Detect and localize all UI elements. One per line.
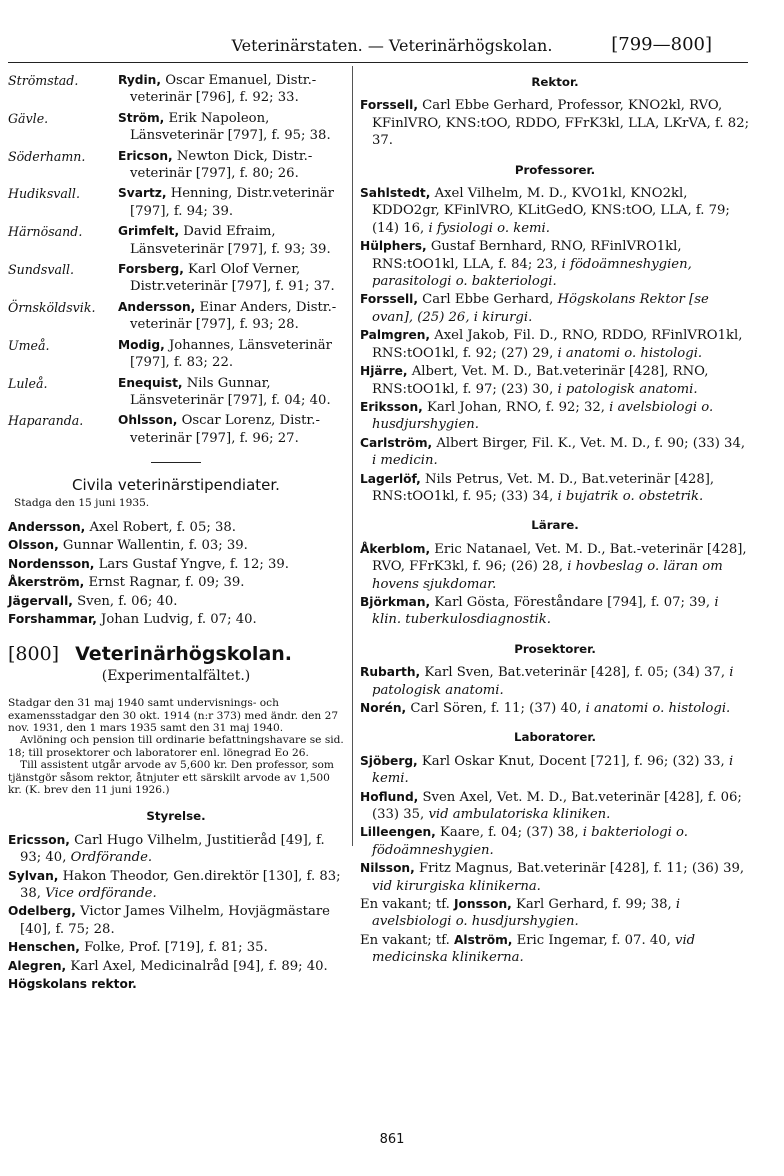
person-role: i kemi.	[372, 753, 734, 787]
person-name: Jonsson,	[454, 897, 512, 912]
person-name: Rubarth,	[360, 665, 421, 680]
person-name: Lilleengen,	[360, 825, 436, 840]
person-details: Johan Ludvig, f. 07; 40.	[96, 611, 257, 627]
town-place: Umeå.	[8, 337, 50, 353]
laboratorer-heading: Laboratorer.	[514, 730, 596, 745]
person-entry	[360, 185, 750, 237]
person-name: Ström,	[118, 110, 165, 125]
prosektorer-heading: Prosektorer.	[514, 641, 596, 656]
person-entry	[360, 860, 750, 895]
person-role: i klin. tuberkulosdiagnostik.	[372, 594, 719, 628]
person-details: Victor James Vilhelm, Hovjägmästare [40], f. 75; 28.	[20, 904, 330, 937]
person-role: i anatomi o. histologi.	[557, 345, 703, 361]
styrelse-heading: Styrelse.	[146, 809, 206, 824]
person-name: Ohlsson,	[118, 413, 178, 428]
separator	[151, 462, 201, 463]
person-details: Kaare, f. 04; (37) 38,	[435, 825, 583, 841]
person-details: Nils Gunnar, Länsveterinär [797], f. 04; 40.	[130, 375, 331, 408]
person-name: Lagerlöf,	[360, 471, 421, 486]
person-details: Gustaf Bernhard, RNO, RFinlVRO1kl, RNS:tOO1kl, LLA, f. 84; 23,	[372, 239, 682, 272]
person-name: Enequist,	[118, 375, 183, 390]
person-role: i bujatrik o. obstetrik.	[557, 488, 704, 504]
person-details: Axel Vilhelm, M. D., KVO1kl, KNO2kl, KDDO2gr, KFinlVRO, KLitGedO, KNS:tOO, LLA, f. 79; (14) 16,	[372, 186, 730, 236]
town-place: Gävle.	[8, 110, 49, 126]
person-name: Alegren,	[8, 958, 67, 973]
person-role: Högskolans Rektor [se ovan], (25) 26, i kirurgi.	[372, 292, 709, 325]
person-entry	[360, 471, 750, 506]
person-entry	[360, 97, 750, 149]
town-row	[8, 223, 344, 259]
town-row	[8, 299, 344, 335]
section-number: [800]	[8, 643, 60, 666]
town-entry	[118, 185, 344, 220]
person-details: Newton Dick, Distr.-veterinär [797], f. 80; 26.	[130, 148, 313, 182]
person-entry	[8, 574, 344, 591]
person-entry	[360, 700, 750, 717]
stadgar-text: Stadgar den 31 maj 1940 samt undervisnings- och examensstadgar den 30 okt. 1914 (n:r 373) med ändr. den 27 nov. 1931, den 1 mars 1935 samt den 31 maj 1940.	[8, 697, 339, 734]
person-entry	[8, 868, 344, 903]
town-entry	[118, 412, 344, 447]
town-row	[8, 261, 344, 297]
person-details: Fritz Magnus, Bat.veterinär [428], f. 11; (36) 39,	[414, 861, 745, 877]
person-name: Eriksson,	[360, 399, 423, 414]
person-entry	[360, 399, 750, 434]
person-name: Nordensson,	[8, 556, 95, 571]
person-details: Erik Napoleon, Länsveterinär [797], f. 95; 38.	[130, 110, 331, 144]
town-place: Hudiksvall.	[8, 186, 80, 202]
person-details: Carl Hugo Vilhelm, Justitieråd [49], f. 93; 40,	[20, 832, 325, 866]
person-details: Oscar Lorenz, Distr.-veterinär [797], f. 96; 27.	[130, 413, 320, 446]
person-details: Hakon Theodor, Gen.direktör [130], f. 83; 38,	[20, 868, 341, 902]
rektor-line: Högskolans rektor.	[8, 977, 137, 992]
person-name: Åkerblom,	[360, 541, 431, 556]
prosektorer-list	[360, 664, 750, 717]
person-name: Hülphers,	[360, 239, 427, 254]
person-name: Odelberg,	[8, 904, 76, 919]
person-name: Björkman,	[360, 594, 431, 609]
person-details: Karl Axel, Medicinalråd [94], f. 89; 40.	[66, 958, 328, 974]
person-entry	[360, 327, 750, 362]
town-entry	[118, 110, 344, 145]
person-name: Forshammar,	[8, 611, 97, 626]
town-place: Örnsköldsvik.	[8, 299, 96, 315]
person-name: Sjöberg,	[360, 753, 418, 768]
entry-prefix: En vakant; tf.	[360, 897, 454, 913]
person-entry	[8, 537, 344, 554]
person-entry	[360, 594, 750, 629]
person-details: Sven Axel, Vet. M. D., Bat.veterinär [428], f. 06; (33) 35,	[372, 789, 742, 823]
person-name: Rydin,	[118, 73, 161, 87]
person-name: Forsberg,	[118, 262, 184, 277]
person-details: Carl Ebbe Gerhard,	[417, 292, 558, 308]
person-entry	[360, 435, 750, 470]
person-details: Karl Olof Verner, Distr.veterinär [797], f. 91; 37.	[130, 262, 335, 295]
town-list	[8, 72, 344, 448]
person-role: i avelsbiologi o. husdjurshygien.	[372, 399, 714, 433]
person-role: i födoämneshygien, parasitologi o. bakteriologi.	[372, 256, 692, 290]
town-row	[8, 412, 344, 448]
town-entry	[118, 337, 344, 372]
person-details: Sven, f. 06; 40.	[72, 593, 178, 609]
larare-list	[360, 541, 750, 629]
person-name: Norén,	[360, 701, 407, 715]
stipendiater-list	[8, 519, 344, 628]
person-name: Grimfelt,	[118, 224, 180, 239]
person-name: Hjärre,	[360, 364, 408, 379]
person-name: Hoflund,	[360, 789, 419, 804]
person-details: Albert Birger, Fil. K., Vet. M. D., f. 90; (33) 34,	[432, 435, 746, 451]
person-details: Karl Johan, RNO, f. 92; 32,	[422, 399, 610, 415]
person-name: Modig,	[118, 337, 165, 352]
person-name: Nilsson,	[360, 861, 415, 876]
person-details: Folke, Prof. [719], f. 81; 35.	[79, 940, 268, 956]
person-role: i patologisk anatomi.	[372, 665, 734, 698]
person-entry	[8, 593, 344, 610]
town-place: Härnösand.	[8, 224, 83, 240]
person-name: Sylvan,	[8, 868, 59, 883]
rektor-list	[360, 97, 750, 149]
person-name: Andersson,	[118, 299, 196, 314]
person-entry	[8, 611, 344, 628]
person-entry	[8, 519, 344, 536]
person-name: Carlström,	[360, 435, 433, 450]
right-column	[360, 72, 750, 968]
person-entry	[8, 903, 344, 938]
person-role: i fysiologi o. kemi.	[428, 220, 550, 236]
town-place: Sundsvall.	[8, 262, 75, 278]
person-name: Jägervall,	[8, 593, 73, 608]
page-range: [799—800]	[611, 34, 712, 55]
person-details: Karl Oskar Knut, Docent [721], f. 96; (32) 33,	[417, 753, 729, 769]
styrelse-list	[8, 832, 344, 975]
assistent-text: Till assistent utgår arvode av 5,600 kr. Den professor, som tjänstgör såsom rektor, åtnjuter ett särskilt arvode av 1,500 kr. (K. brev den 11 juni 1926.)	[8, 759, 334, 797]
person-details: Axel Robert, f. 05; 38.	[85, 519, 236, 535]
person-entry	[360, 664, 750, 699]
person-entry	[360, 789, 750, 824]
person-role: i bakteriologi o. födoämneshygien.	[372, 825, 688, 858]
person-details: Gunnar Wallentin, f. 03; 39.	[58, 538, 248, 554]
person-role: Ordförande.	[70, 850, 153, 866]
professorer-list	[360, 185, 750, 505]
person-entry	[8, 832, 344, 867]
entry-prefix: En vakant; tf.	[360, 932, 454, 948]
person-role: Vice ordförande.	[45, 886, 157, 902]
person-entry	[360, 291, 750, 326]
person-details: Nils Petrus, Vet. M. D., Bat.veterinär [428], RNS:tOO1kl, f. 95; (33) 34,	[372, 471, 715, 504]
person-name: Åkerström,	[8, 575, 85, 590]
person-entry	[8, 556, 344, 573]
person-role: i patologisk anatomi.	[557, 381, 698, 397]
person-details: David Efraim, Länsveterinär [797], f. 93; 39.	[130, 224, 331, 257]
person-entry	[360, 541, 750, 593]
person-name: Henschen,	[8, 940, 80, 955]
left-column	[8, 72, 344, 994]
town-row	[8, 72, 344, 108]
rektor-heading: Rektor.	[531, 75, 579, 89]
person-role: i anatomi o. histologi.	[585, 701, 731, 716]
person-name: Palmgren,	[360, 328, 431, 343]
town-entry	[118, 375, 344, 410]
person-name: Svartz,	[118, 186, 167, 201]
person-details: Karl Sven, Bat.veterinär [428], f. 05; (34) 37,	[420, 665, 730, 681]
person-role: vid ambulatoriska kliniken.	[428, 807, 611, 823]
person-name: Alström,	[454, 932, 513, 947]
person-entry	[360, 824, 750, 859]
person-details: Johannes, Länsveterinär [797], f. 83; 22.	[130, 337, 332, 371]
person-details: Karl Gerhard, f. 99; 38,	[511, 897, 676, 913]
stipendiater-heading: Civila veterinärstipendiater.	[72, 476, 280, 495]
person-name: Ericson,	[118, 148, 173, 163]
section-name: Veterinärhögskolan.	[75, 643, 293, 666]
town-entry	[118, 299, 344, 334]
avloning-text: Avlöning och pension till ordinarie befattningshavare se sid. 18; till prosektorer och laboratorer enl. lönegrad Eo 26.	[8, 734, 344, 759]
person-role: vid kirurgiska klinikerna.	[372, 878, 541, 894]
town-entry	[118, 72, 344, 107]
person-entry	[360, 363, 750, 398]
town-row	[8, 110, 344, 146]
person-details: Eric Ingemar, f. 07. 40,	[512, 932, 676, 948]
person-details: Oscar Emanuel, Distr.-veterinär [796], f. 92; 33.	[130, 73, 317, 106]
person-name: Forssell,	[360, 292, 418, 307]
larare-heading: Lärare.	[531, 518, 579, 533]
town-row	[8, 337, 344, 373]
town-row	[8, 185, 344, 221]
person-details: Karl Gösta, Föreståndare [794], f. 07; 39,	[430, 594, 715, 610]
town-place: Strömstad.	[8, 73, 79, 88]
person-entry	[360, 932, 750, 967]
person-entry	[8, 939, 344, 956]
person-details: Axel Jakob, Fil. D., RNO, RDDO, RFinlVRO1kl, RNS:tOO1kl, f. 92; (27) 29,	[372, 328, 743, 361]
person-name: Olsson,	[8, 538, 59, 553]
section-title	[8, 643, 344, 666]
section-subtitle: (Experimentalfältet.)	[101, 667, 251, 684]
person-details: Ernst Ragnar, f. 09; 39.	[84, 575, 245, 591]
person-entry	[360, 896, 750, 931]
running-header	[0, 34, 784, 58]
stipendiater-note: Stadga den 15 juni 1935.	[14, 496, 150, 509]
person-details: Einar Anders, Distr.-veterinär [797], f. 93; 28.	[130, 299, 337, 333]
person-name: Forssell,	[360, 98, 418, 113]
page-number: 861	[379, 1132, 405, 1147]
town-place: Luleå.	[8, 375, 48, 391]
column-divider	[352, 66, 353, 846]
town-entry	[118, 223, 344, 258]
person-role: vid medicinska klinikerna.	[372, 932, 696, 966]
person-details: Henning, Distr.veterinär [797], f. 94; 39.	[130, 186, 334, 219]
person-name: Ericsson,	[8, 832, 70, 847]
person-details: Carl Ebbe Gerhard, Professor, KNO2kl, RVO, KFinlVRO, KNS:tOO, RDDO, FFrK3kl, LLA, LKrVA, f. 82; 37.	[372, 98, 750, 149]
town-row	[8, 375, 344, 411]
person-details: Albert, Vet. M. D., Bat.veterinär [428], RNO, RNS:tOO1kl, f. 97; (23) 30,	[372, 364, 709, 397]
person-details: Lars Gustaf Yngve, f. 12; 39.	[94, 556, 290, 572]
person-entry	[360, 238, 750, 290]
person-entry	[360, 753, 750, 788]
person-name: Sahlstedt,	[360, 186, 431, 201]
person-role: i avelsbiologi o. husdjurshygien.	[372, 897, 681, 930]
town-entry	[118, 261, 344, 296]
person-name: Andersson,	[8, 519, 86, 534]
header-title: Veterinärstaten. — Veterinärhögskolan.	[231, 36, 553, 55]
header-rule	[8, 62, 748, 63]
professorer-heading: Professorer.	[514, 162, 596, 177]
person-details: Eric Natanael, Vet. M. D., Bat.-veterinär [428], RVO, FFrK3kl, f. 96; (26) 28,	[372, 541, 747, 575]
town-place: Haparanda.	[8, 413, 84, 429]
town-place: Söderhamn.	[8, 148, 86, 164]
laboratorer-list	[360, 753, 750, 967]
person-role: i medicin.	[372, 453, 438, 469]
person-details: Carl Sören, f. 11; (37) 40,	[406, 701, 586, 716]
town-row	[8, 148, 344, 184]
person-entry	[8, 958, 344, 975]
person-role: i hovbeslag o. läran om hovens sjukdomar.	[372, 559, 723, 592]
town-entry	[118, 148, 344, 183]
